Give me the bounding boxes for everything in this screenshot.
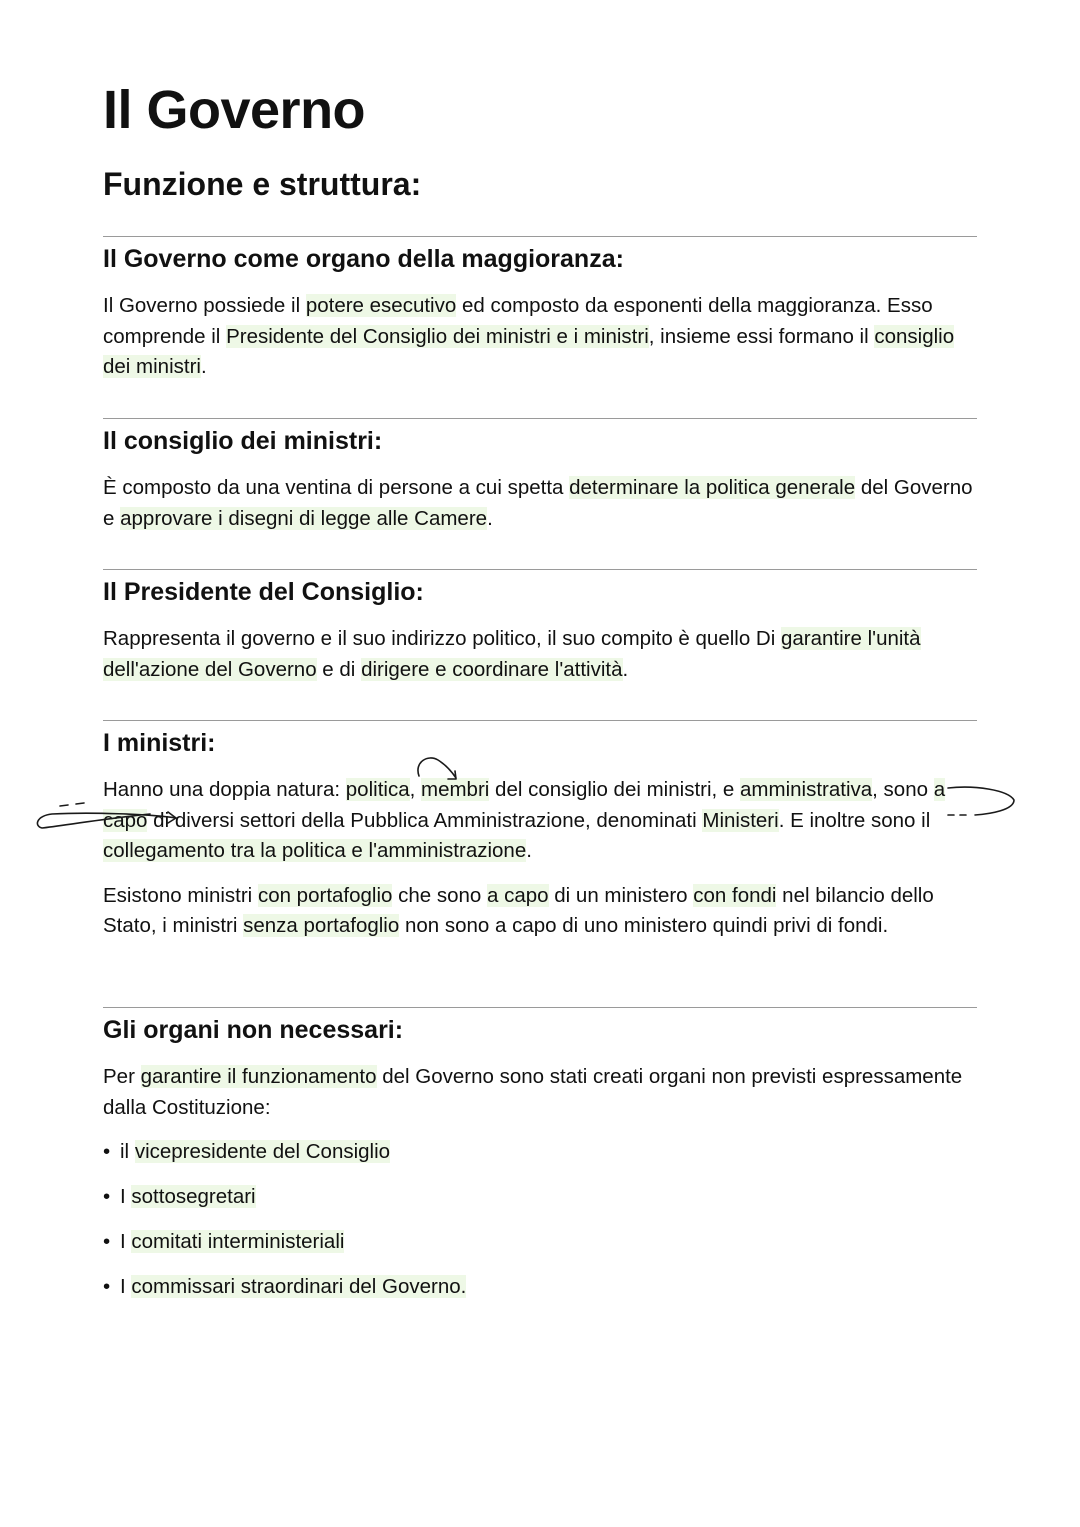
text-run: È composto da una ventina di persone a cui spetta (103, 476, 570, 499)
section-heading: Gli organi non necessari: (103, 1016, 404, 1044)
section-paragraph (103, 473, 977, 534)
highlighted-text: consiglio dei ministri (103, 324, 955, 378)
text-run: , sono (872, 778, 934, 801)
highlighted-text: a capo (487, 883, 549, 907)
highlighted-text: dirigere e coordinare l'attività (361, 657, 623, 681)
text-run: ed composto da esponenti della maggioranza. Esso comprende il (103, 294, 933, 348)
text-run: . (487, 506, 493, 530)
text-run: . (200, 355, 207, 378)
section-paragraph (103, 291, 977, 383)
section-paragraph (103, 624, 977, 685)
text-run: , insieme essi formano il (648, 324, 875, 348)
text-run: del consiglio dei ministri, e (489, 778, 741, 801)
highlighted-text: potere esecutivo (305, 294, 457, 317)
section-paragraph (103, 881, 977, 942)
text-run: Il Governo possiede il (103, 294, 306, 317)
text-run: I (120, 1185, 132, 1208)
text-run: nel bilancio dello Stato, i ministri (103, 883, 934, 937)
highlighted-text: comitati interministeriali (131, 1230, 345, 1253)
section-governo-maggioranza (103, 236, 977, 383)
highlighted-text: sottosegretari (131, 1185, 256, 1208)
highlighted-text: Presidente del Consiglio dei ministri e i ministri (226, 324, 649, 348)
page-subtitle: Funzione e struttura: (103, 166, 422, 202)
section-paragraph (103, 775, 977, 867)
text-run: . (622, 657, 629, 681)
text-run: e di (316, 657, 362, 681)
text-run: Per (103, 1065, 141, 1088)
section-paragraph (103, 1062, 977, 1123)
highlighted-text: con fondi (693, 883, 777, 907)
text-run: I (120, 1275, 132, 1298)
text-run: del Governo sono stati creati organi non previsti espressamente dalla Costituzione: (103, 1065, 963, 1119)
text-run: Rappresenta il governo e il suo indirizzo politico, il suo compito è quello Di (103, 627, 781, 650)
list-item (103, 1272, 977, 1302)
highlighted-text: con portafoglio (257, 883, 393, 907)
section-heading: Il consiglio dei ministri: (103, 427, 383, 455)
text-run: . (526, 839, 532, 862)
highlighted-text: vicepresidente del Consiglio (134, 1140, 391, 1163)
organi-list (103, 1137, 977, 1302)
section-heading: Il Presidente del Consiglio: (103, 578, 424, 606)
list-item (103, 1182, 977, 1212)
section-organi-non-necessari (103, 1007, 977, 1317)
text-run: il (120, 1140, 135, 1163)
text-run: del Governo e (103, 476, 973, 530)
highlighted-text: garantire l'unità dell'azione del Governo (103, 627, 921, 681)
text-run: Esistono ministri (103, 883, 258, 907)
highlighted-text: Ministeri (702, 808, 779, 832)
section-consiglio-ministri (103, 418, 977, 534)
page-title: Il Governo (103, 80, 366, 140)
left-dash-annotation (60, 803, 84, 806)
list-item (103, 1137, 977, 1167)
highlighted-text: politica (345, 778, 410, 801)
list-item (103, 1227, 977, 1257)
text-run: che sono (392, 883, 488, 907)
section-ministri (103, 720, 977, 942)
section-heading: I ministri: (103, 729, 216, 757)
text-run: . E inoltre sono il (778, 808, 931, 832)
highlighted-text: garantire il funzionamento (140, 1065, 377, 1088)
text-run: , (409, 778, 421, 801)
text-run: Hanno una doppia natura: (103, 778, 346, 801)
highlighted-text: collegamento tra la politica e l'amministrazione (103, 839, 527, 862)
text-run: di diversi settori della Pubblica Amministrazione, denominati (147, 808, 703, 832)
highlighted-text: commissari straordinari del Governo. (131, 1275, 467, 1298)
highlighted-text: determinare la politica generale (569, 476, 856, 499)
section-heading: Il Governo come organo della maggioranza: (103, 245, 624, 273)
text-run: di un ministero (548, 883, 694, 907)
highlighted-text: approvare i disegni di legge alle Camere (120, 506, 488, 530)
highlighted-text: amministrativa (740, 778, 873, 801)
text-run: I (120, 1230, 132, 1253)
highlighted-text: senza portafoglio (243, 914, 400, 937)
highlighted-text: membri (421, 778, 490, 801)
highlighted-text: a capo (103, 778, 946, 832)
text-run: non sono a capo di uno ministero quindi privi di fondi. (399, 914, 889, 937)
section-presidente-consiglio (103, 569, 977, 685)
